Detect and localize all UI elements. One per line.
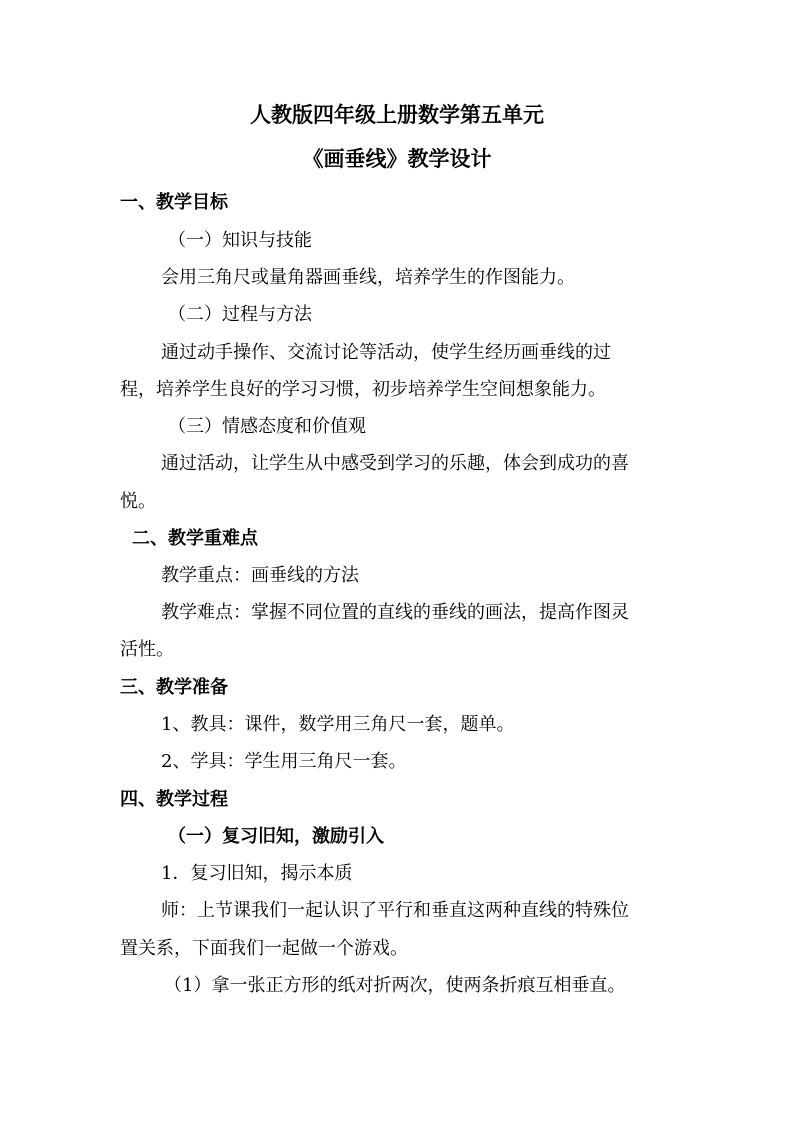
subheading-review-intro: （一）复习旧知，激励引入 xyxy=(168,826,384,847)
section-heading-process: 四、教学过程 xyxy=(120,789,228,810)
section-heading-objectives: 一、教学目标 xyxy=(120,192,228,213)
list-item-student-aids: 2、学具：学生用三角尺一套。 xyxy=(161,751,407,772)
subheading-process-methods: （二）过程与方法 xyxy=(168,304,312,325)
list-item-teaching-aids: 1、教具：课件，数学用三角尺一套，题单。 xyxy=(161,714,515,735)
paragraph-process-methods-line1: 通过动手操作、交流讨论等活动，使学生经历画垂线的过 xyxy=(161,342,611,363)
section-heading-preparation: 三、教学准备 xyxy=(120,677,228,698)
paragraph-fold-square: （1）拿一张正方形的纸对折两次，使两条折痕互相垂直。 xyxy=(164,975,626,996)
paragraph-teacher-line2: 置关系，下面我们一起做一个游戏。 xyxy=(120,938,408,959)
subheading-attitudes-values: （三）情感态度和价值观 xyxy=(168,416,366,437)
paragraph-teacher-line1: 师：上节课我们一起认识了平行和垂直这两种直线的特殊位 xyxy=(161,900,629,921)
paragraph-difficult-point-line1: 教学难点：掌握不同位置的直线的垂线的画法，提高作图灵 xyxy=(161,602,629,623)
paragraph-knowledge-skills: 会用三角尺或量角器画垂线，培养学生的作图能力。 xyxy=(161,267,575,288)
section-heading-key-points: 二、教学重难点 xyxy=(132,528,258,549)
paragraph-process-methods-line2: 程，培养学生良好的学习习惯，初步培养学生空间想象能力。 xyxy=(120,379,606,400)
paragraph-difficult-point-line2: 活性。 xyxy=(120,639,174,660)
paragraph-key-point: 教学重点：画垂线的方法 xyxy=(161,565,359,586)
document-subtitle: 《画垂线》教学设计 xyxy=(302,146,492,171)
paragraph-attitudes-values-line1: 通过活动，让学生从中感受到学习的乐趣，体会到成功的喜 xyxy=(161,453,629,474)
paragraph-attitudes-values-line2: 悦。 xyxy=(120,491,156,512)
document-title: 人教版四年级上册数学第五单元 xyxy=(250,102,544,127)
paragraph-review-step: 1．复习旧知，揭示本质 xyxy=(161,863,353,884)
subheading-knowledge-skills: （一）知识与技能 xyxy=(168,230,312,251)
